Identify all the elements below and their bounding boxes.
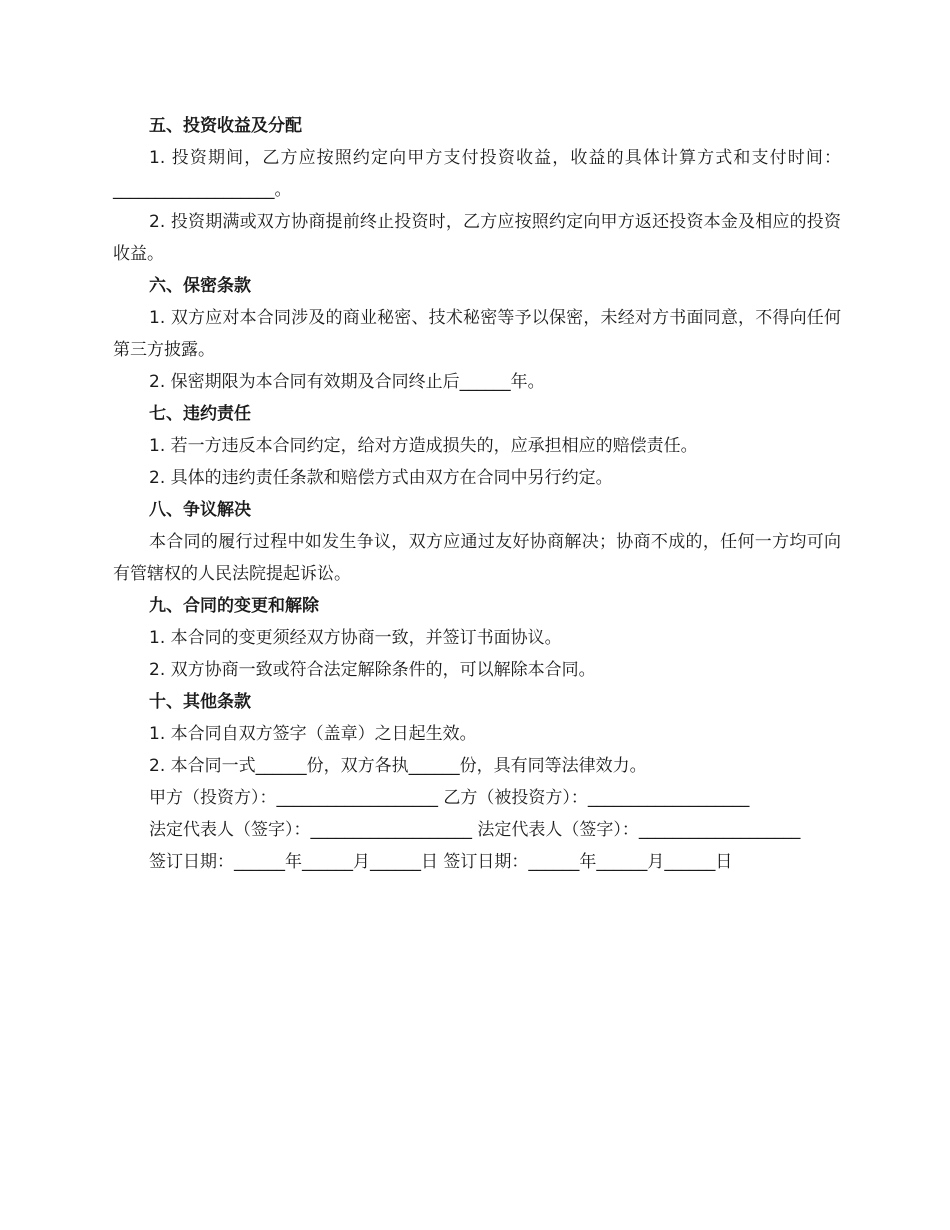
section-dispute-resolution (113, 494, 841, 590)
clause-paragraph: 2. 保密期限为本合同有效期及合同终止后______年。 (149, 372, 545, 392)
clause-paragraph: 1. 双方应对本合同涉及的商业秘密、技术秘密等予以保密，未经对方书面同意，不得向任何第三方披露。 (113, 308, 841, 360)
section-heading: 五、投资收益及分配 (149, 116, 302, 136)
parties-line: 甲方（投资方）：___________________ 乙方（被投资方）：___________________ (149, 788, 750, 808)
section-other-terms (113, 686, 841, 782)
section-heading: 十、其他条款 (149, 692, 251, 712)
clause-paragraph: 1. 投资期间，乙方应按照约定向甲方支付投资收益，收益的具体计算方式和支付时间：___________________。 (113, 148, 841, 200)
signature-block (113, 782, 841, 878)
clause-paragraph: 1. 本合同自双方签字（盖章）之日起生效。 (149, 724, 477, 744)
clause-paragraph: 2. 双方协商一致或符合法定解除条件的，可以解除本合同。 (149, 660, 596, 680)
section-amendment-termination (113, 590, 841, 686)
section-heading: 六、保密条款 (149, 276, 251, 296)
clause-paragraph: 2. 具体的违约责任条款和赔偿方式由双方在合同中另行约定。 (149, 468, 613, 488)
representatives-line: 法定代表人（签字）：___________________ 法定代表人（签字）：___________________ (149, 820, 801, 840)
section-breach-liability (113, 398, 841, 494)
contract-body (113, 110, 841, 878)
clause-paragraph: 2. 本合同一式______份，双方各执______份，具有同等法律效力。 (149, 756, 647, 776)
section-heading: 九、合同的变更和解除 (149, 596, 319, 616)
clause-paragraph: 1. 若一方违反本合同约定，给对方造成损失的，应承担相应的赔偿责任。 (149, 436, 698, 456)
section-heading: 七、违约责任 (149, 404, 251, 424)
clause-paragraph: 2. 投资期满或双方协商提前终止投资时，乙方应按照约定向甲方返还投资本金及相应的投资收益。 (113, 212, 841, 264)
section-confidentiality (113, 270, 841, 398)
clause-paragraph: 本合同的履行过程中如发生争议，双方应通过友好协商解决；协商不成的，任何一方均可向有管辖权的人民法院提起诉讼。 (113, 532, 841, 584)
signing-dates-line: 签订日期：______年______月______日 签订日期：______年______月______日 (149, 852, 733, 872)
section-heading: 八、争议解决 (149, 500, 251, 520)
section-investment-returns (113, 110, 841, 270)
clause-paragraph: 1. 本合同的变更须经双方协商一致，并签订书面协议。 (149, 628, 562, 648)
